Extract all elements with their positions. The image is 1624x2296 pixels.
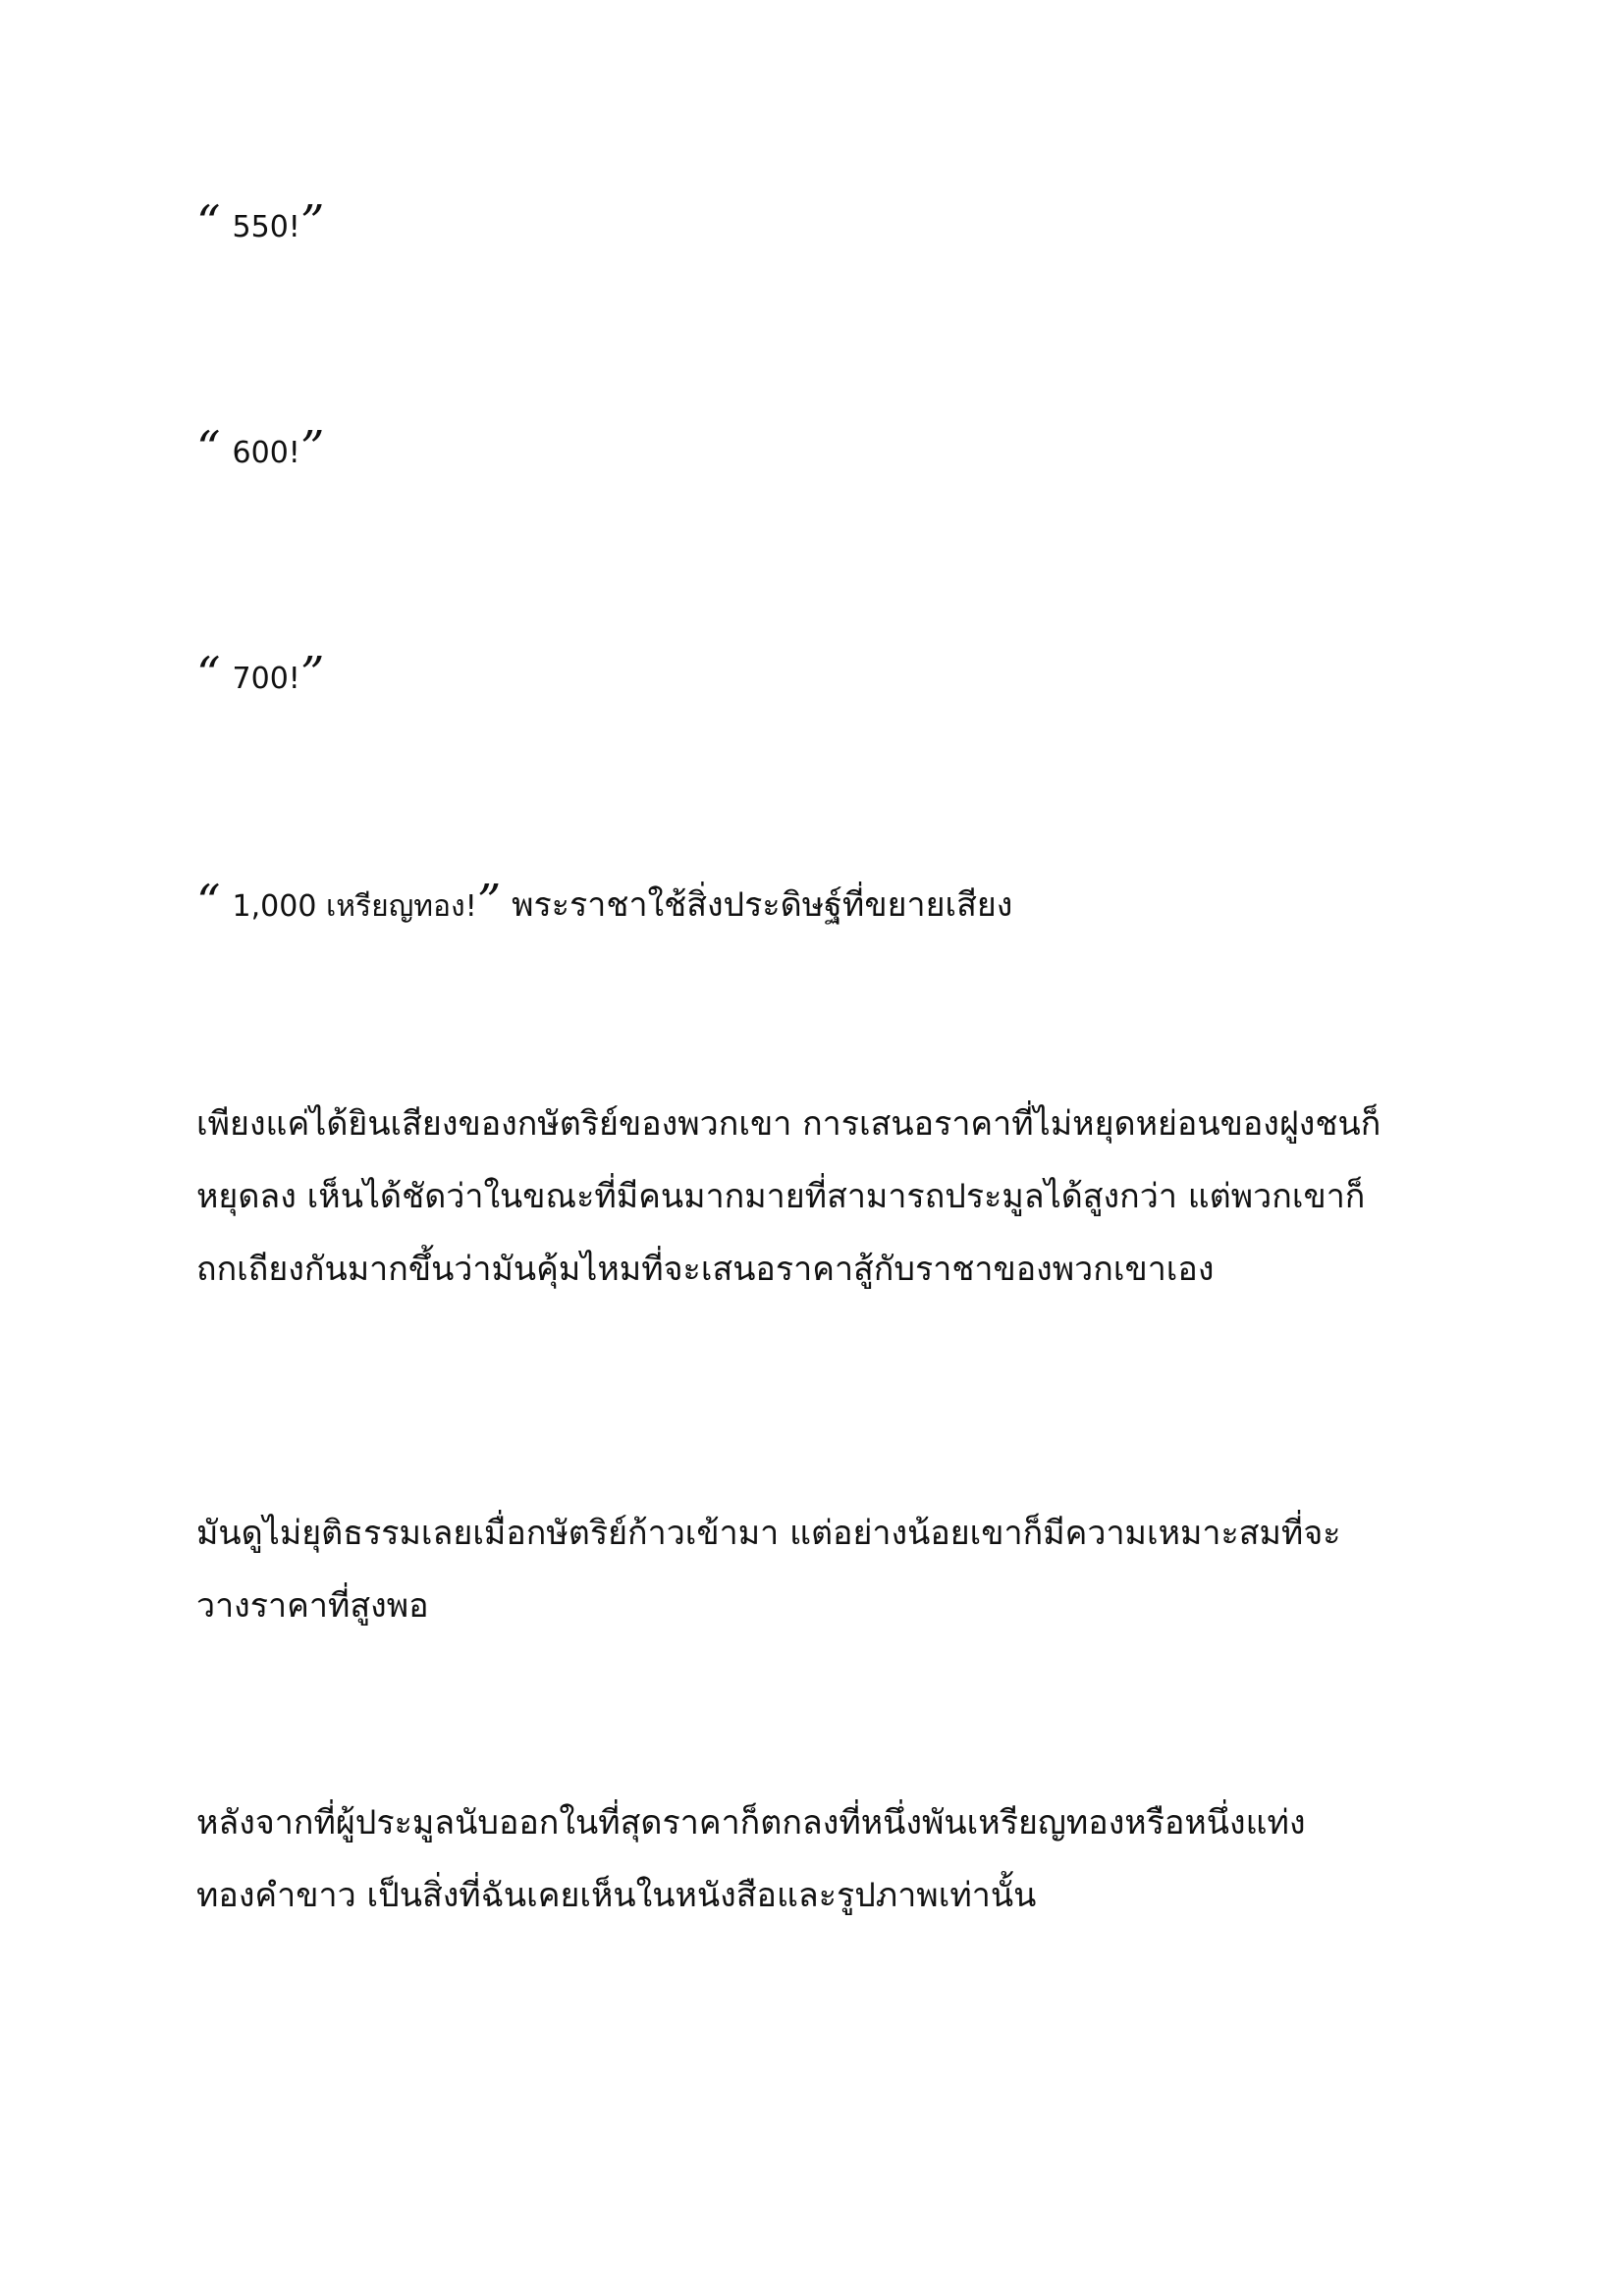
- close-quote: ”: [299, 421, 325, 476]
- dialogue-line-550: [196, 191, 1434, 264]
- dialogue-line-600: [196, 417, 1434, 490]
- dialogue-text: 700!: [232, 662, 300, 696]
- paragraph-line: เพียงแค่ได้ยินเสียงของกษัตริย์ของพวกเขา การเสนอราคาที่ไม่หยุดหย่อนของฝูงชนก็: [196, 1104, 1381, 1144]
- dialogue-tail-text: พระราชาใช้สิ่งประดิษฐ์ที่ขยายเสียง: [501, 885, 1013, 925]
- paragraph-line: ถกเถียงกันมากขึ้นว่ามันคุ้มไหมที่จะเสนอราคาสู้กับราชาของพวกเขาเอง: [196, 1250, 1215, 1289]
- dialogue-text: 550!: [232, 210, 300, 244]
- close-quote: ”: [299, 195, 325, 250]
- open-quote: “: [196, 195, 221, 250]
- paragraph-line: หยุดลง เห็นได้ชัดว่าในขณะที่มีคนมากมายที่สามารถประมูลได้สูงกว่า แต่พวกเขาก็: [196, 1177, 1366, 1216]
- dialogue-line-1000: [196, 869, 1434, 943]
- paragraph-2: [196, 1497, 1434, 1642]
- dialogue-line-700: [196, 643, 1434, 716]
- close-quote: ”: [476, 875, 502, 930]
- open-quote: “: [196, 421, 221, 476]
- open-quote: “: [196, 647, 221, 702]
- paragraph-line: วางราคาที่สูงพอ: [196, 1586, 429, 1626]
- open-quote: “: [196, 875, 221, 930]
- close-quote: ”: [299, 647, 325, 702]
- dialogue-text: 600!: [232, 436, 300, 470]
- paragraph-line: มันดูไม่ยุติธรรมเลยเมื่อกษัตริย์ก้าวเข้ามา แต่อย่างน้อยเขาก็มีความเหมาะสมที่จะ: [196, 1514, 1341, 1553]
- dialogue-text: 1,000 เหรียญทอง!: [232, 889, 477, 924]
- paragraph-line: หลังจากที่ผู้ประมูลนับออกในที่สุดราคาก็ตกลงที่หนึ่งพันเหรียญทองหรือหนึ่งแท่ง: [196, 1803, 1306, 1842]
- paragraph-3: [196, 1787, 1434, 1932]
- paragraph-1: [196, 1088, 1434, 1306]
- paragraph-line: ทองคำขาว เป็นสิ่งที่ฉันเคยเห็นในหนังสือและรูปภาพเท่านั้น: [196, 1876, 1037, 1915]
